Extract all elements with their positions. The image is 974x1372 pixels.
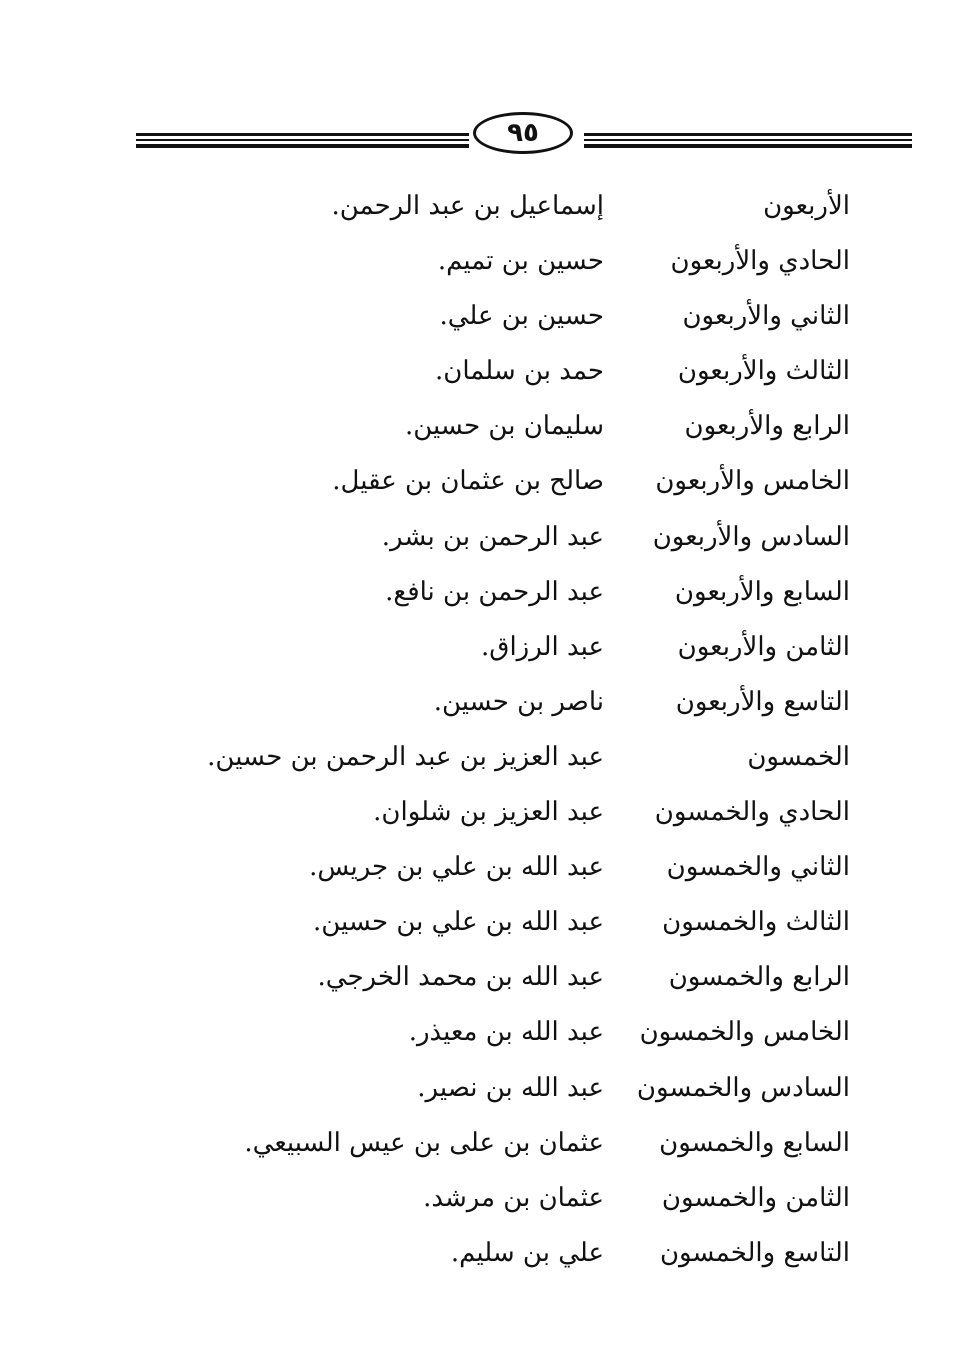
header-rule-right xyxy=(584,133,912,148)
entry-name: حسين بن تميم. xyxy=(437,246,604,277)
entry-ordinal: الحادي والأربعون xyxy=(670,246,850,277)
entry-name: عبد العزيز بن عبد الرحمن بن حسين. xyxy=(207,741,604,772)
entry-ordinal: الثامن والأربعون xyxy=(677,631,850,662)
list-item xyxy=(0,786,974,841)
list-item xyxy=(0,1227,974,1282)
entry-name: عبد الله بن محمد الخرجي. xyxy=(317,962,604,993)
page-number: ٩٥ xyxy=(507,118,539,148)
entry-ordinal: الخامس والخمسون xyxy=(639,1017,850,1048)
entry-name: حسين بن علي. xyxy=(439,301,604,332)
entry-ordinal: التاسع والخمسون xyxy=(659,1237,850,1268)
entry-name: عبد الله بن علي بن حسين. xyxy=(312,907,604,938)
entry-ordinal: الثالث والأربعون xyxy=(677,356,850,387)
entry-ordinal: الثامن والخمسون xyxy=(661,1182,850,1213)
list-item xyxy=(0,896,974,951)
entry-name: علي بن سليم. xyxy=(450,1237,604,1268)
entry-name: ناصر بن حسين. xyxy=(433,686,604,717)
entry-name: عثمان بن مرشد. xyxy=(423,1182,604,1213)
list-item xyxy=(0,676,974,731)
entry-name: عثمان بن على بن عيس السبيعي. xyxy=(244,1127,604,1158)
entry-name: عبد الرحمن بن بشر. xyxy=(381,521,604,552)
entry-ordinal: الأربعون xyxy=(763,191,850,221)
list-item xyxy=(0,235,974,290)
entry-name: عبد الرزاق. xyxy=(481,631,604,662)
page-number-oval xyxy=(473,112,573,154)
entry-ordinal: الرابع والخمسون xyxy=(668,962,850,993)
list-item xyxy=(0,1006,974,1061)
entry-ordinal: السادس والخمسون xyxy=(636,1072,850,1103)
entry-name: عبد الله بن معيذر. xyxy=(408,1017,604,1048)
entry-name: سليمان بن حسين. xyxy=(404,411,604,442)
entry-ordinal: السادس والأربعون xyxy=(652,521,850,552)
entry-ordinal: الثاني والخمسون xyxy=(666,852,850,883)
list-item xyxy=(0,290,974,345)
list-item xyxy=(0,180,974,235)
entry-ordinal: الخمسون xyxy=(747,741,850,772)
entry-name: عبد الرحمن بن نافع. xyxy=(385,576,604,607)
list-item xyxy=(0,841,974,896)
page-header xyxy=(136,108,912,160)
entry-name: إسماعيل بن عبد الرحمن. xyxy=(331,191,604,221)
list-item xyxy=(0,731,974,786)
entry-ordinal: الخامس والأربعون xyxy=(655,466,850,497)
entry-name: حمد بن سلمان. xyxy=(434,356,604,387)
list-item xyxy=(0,511,974,566)
list-item xyxy=(0,400,974,455)
entry-ordinal: الحادي والخمسون xyxy=(654,797,850,828)
entries-list xyxy=(0,180,974,1282)
entry-name: صالح بن عثمان بن عقيل. xyxy=(332,466,604,497)
list-item xyxy=(0,1062,974,1117)
list-item xyxy=(0,1172,974,1227)
entry-name: عبد الله بن علي بن جريس. xyxy=(309,852,604,883)
list-item xyxy=(0,621,974,676)
list-item xyxy=(0,455,974,510)
entry-name: عبد العزيز بن شلوان. xyxy=(373,797,604,828)
list-item xyxy=(0,566,974,621)
entry-ordinal: السابع والخمسون xyxy=(659,1127,850,1158)
entry-ordinal: السابع والأربعون xyxy=(674,576,850,607)
list-item xyxy=(0,345,974,400)
list-item xyxy=(0,951,974,1006)
list-item xyxy=(0,1117,974,1172)
entry-name: عبد الله بن نصير. xyxy=(417,1072,604,1103)
entry-ordinal: الثالث والخمسون xyxy=(662,907,850,938)
entry-ordinal: التاسع والأربعون xyxy=(675,686,850,717)
entry-ordinal: الثاني والأربعون xyxy=(682,301,850,332)
header-rule-left xyxy=(136,133,469,148)
entry-ordinal: الرابع والأربعون xyxy=(684,411,850,442)
